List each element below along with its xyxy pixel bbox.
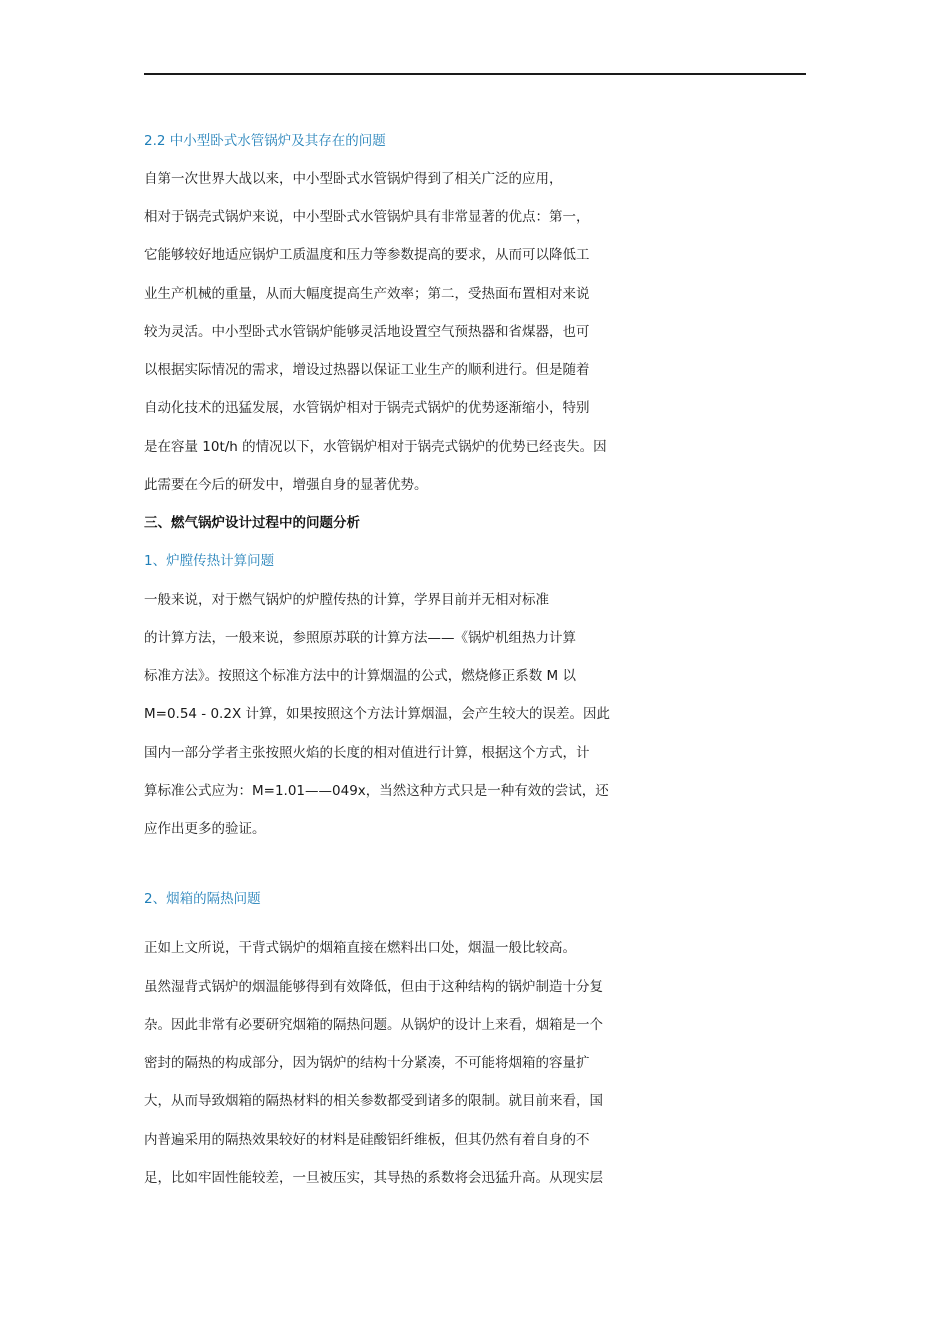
paragraph-line: 此需要在今后的研发中，增强自身的显著优势。 [144,477,428,493]
paragraph-line: 相对于锅壳式锅炉来说，中小型卧式水管锅炉具有非常显著的优点：第一， [144,209,590,225]
paragraph-line: 密封的隔热的构成部分，因为锅炉的结构十分紧凑，不可能将烟箱的容量扩 [144,1055,590,1071]
paragraph-line: 大，从而导致烟箱的隔热材料的相关参数都受到诸多的限制。就目前来看，国 [144,1093,603,1109]
paragraph-line: 自第一次世界大战以来，中小型卧式水管锅炉得到了相关广泛的应用， [144,171,563,187]
paragraph-line: 杂。因此非常有必要研究烟箱的隔热问题。从锅炉的设计上来看，烟箱是一个 [144,1017,603,1033]
paragraph-line: 业生产机械的重量，从而大幅度提高生产效率；第二，受热面布置相对来说 [144,286,590,302]
section-heading-3: 三、燃气锅炉设计过程中的问题分析 [144,515,360,531]
paragraph-line: 较为灵活。中小型卧式水管锅炉能够灵活地设置空气预热器和省煤器，也可 [144,324,590,340]
paragraph-line: 正如上文所说，干背式锅炉的烟箱直接在燃料出口处，烟温一般比较高。 [144,940,576,956]
paragraph-line: 的计算方法，一般来说，参照原苏联的计算方法——《锅炉机组热力计算 [144,630,576,646]
paragraph-line: 它能够较好地适应锅炉工质温度和压力等参数提高的要求，从而可以降低工 [144,247,590,263]
paragraph-line: 以根据实际情况的需求，增设过热器以保证工业生产的顺利进行。但是随着 [144,362,590,378]
paragraph-line: 算标准公式应为：M=1.01——049x，当然这种方式只是一种有效的尝试，还 [144,783,609,799]
section-heading-2-2: 2.2 中小型卧式水管锅炉及其存在的问题 [144,133,386,149]
paragraph-line: 内普遍采用的隔热效果较好的材料是硅酸铝纤维板，但其仍然有着自身的不 [144,1132,590,1148]
paragraph-line: 足，比如牢固性能较差，一旦被压实，其导热的系数将会迅猛升高。从现实层 [144,1170,603,1186]
paragraph-line: 是在容量 10t/h 的情况以下，水管锅炉相对于锅壳式锅炉的优势已经丧失。因 [144,439,607,455]
paragraph-line: 一般来说，对于燃气锅炉的炉膛传热的计算，学界目前并无相对标准 [144,592,549,608]
paragraph-line: 标准方法》。按照这个标准方法中的计算烟温的公式，燃烧修正系数 M 以 [144,668,576,684]
subsection-heading-1: 1、炉膛传热计算问题 [144,553,275,569]
paragraph-line: 国内一部分学者主张按照火焰的长度的相对值进行计算，根据这个方式，计 [144,745,590,761]
paragraph-line: 虽然湿背式锅炉的烟温能够得到有效降低，但由于这种结构的锅炉制造十分复 [144,979,603,995]
paragraph-line: M=0.54 ‐ 0.2X 计算，如果按照这个方法计算烟温，会产生较大的误差。因此 [144,706,610,722]
paragraph-line: 自动化技术的迅猛发展，水管锅炉相对于锅壳式锅炉的优势逐渐缩小，特别 [144,400,590,416]
paragraph-line: 应作出更多的验证。 [144,821,266,837]
subsection-heading-2: 2、烟箱的隔热问题 [144,891,261,907]
header-rule [144,73,806,75]
